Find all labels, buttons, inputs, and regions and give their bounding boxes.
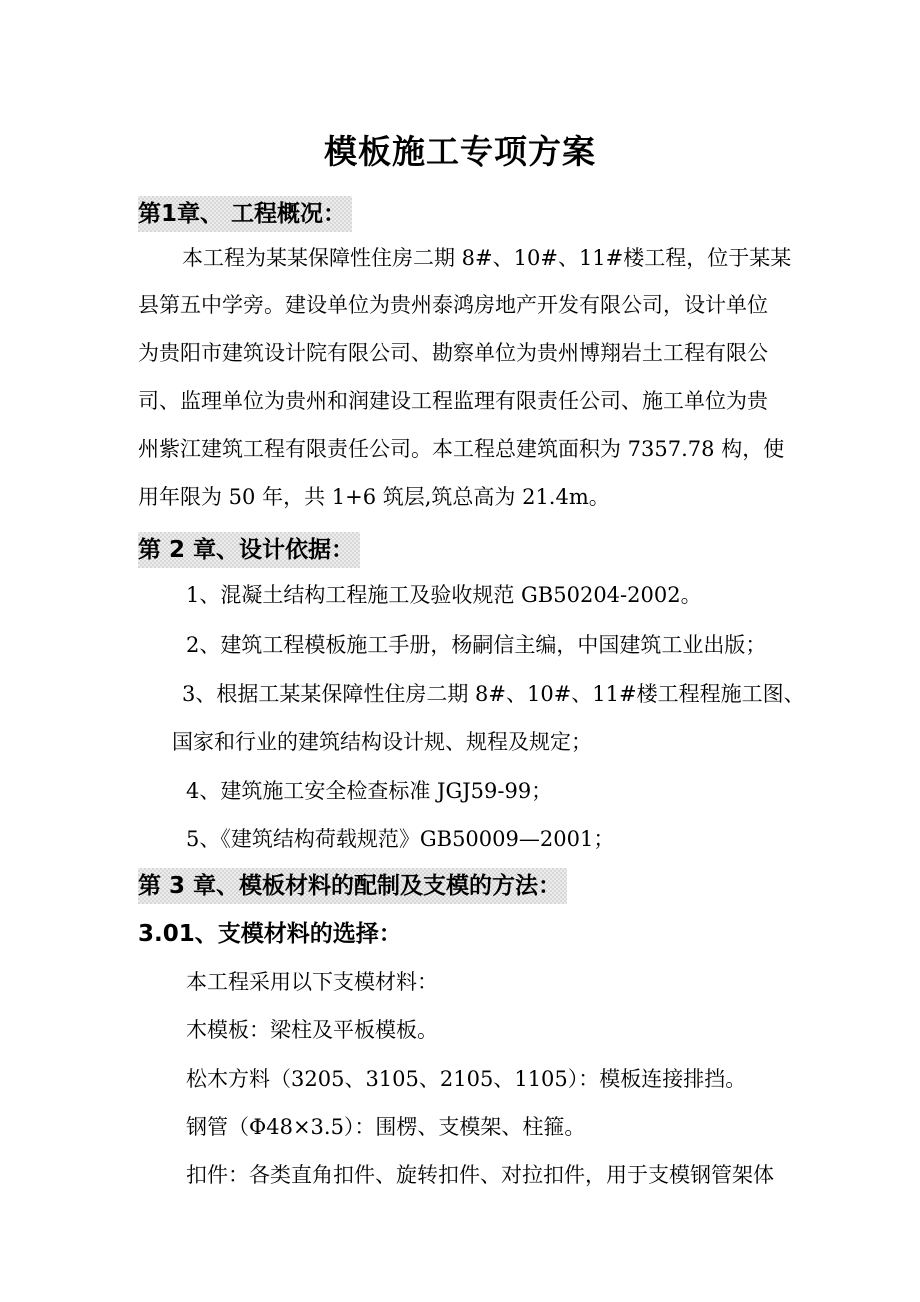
reference-item: 3、根据工某某保障性住房二期 8#、10#、11#楼工程程施工图、 [182, 682, 805, 706]
document-title: 模板施工专项方案 [324, 132, 596, 171]
material-line: 扣件：各类直角扣件、旋转扣件、对拉扣件，用于支模钢管架体 [186, 1163, 774, 1187]
chapter-1-paragraph-line: 司、监理单位为贵州和润建设工程监理有限责任公司、施工单位为贵 [138, 389, 768, 413]
reference-item: 1、混凝土结构工程施工及验收规范 GB50204-2002。 [186, 583, 702, 607]
material-line: 松木方料（3205、3105、2105、1105）：模板连接排挡。 [186, 1067, 747, 1091]
reference-item: 5、《建筑结构荷载规范》GB50009—2001； [186, 827, 615, 851]
chapter-2-heading: 第 2 章、设计依据： [138, 532, 360, 568]
chapter-3-heading: 第 3 章、模板材料的配制及支模的方法： [138, 868, 567, 904]
section-3-01-heading: 3.01、支模材料的选择： [138, 921, 402, 947]
reference-item: 4、建筑施工安全检查标准 JGJ59-99； [186, 779, 553, 803]
reference-item: 国家和行业的建筑结构设计规、规程及规定； [172, 730, 592, 754]
chapter-1-paragraph-line: 本工程为某某保障性住房二期 8#、10#、11#楼工程，位于某某 [182, 246, 792, 270]
chapter-1-paragraph-line: 为贵阳市建筑设计院有限公司、勘察单位为贵州博翔岩土工程有限公 [138, 341, 768, 365]
chapter-1-heading: 第1章、 工程概况： [138, 196, 352, 232]
material-line: 钢管（Φ48×3.5）：围楞、支模架、柱箍。 [186, 1115, 586, 1139]
chapter-1-paragraph-line: 县第五中学旁。建设单位为贵州泰鸿房地产开发有限公司，设计单位 [138, 293, 768, 317]
reference-item: 2、建筑工程模板施工手册，杨嗣信主编，中国建筑工业出版； [186, 633, 767, 657]
material-line: 本工程采用以下支模材料： [186, 970, 438, 994]
material-line: 木模板：梁柱及平板模板。 [186, 1018, 438, 1042]
chapter-1-paragraph-line: 用年限为 50 年，共 1+6 筑层,筑总高为 21.4m。 [138, 485, 610, 509]
chapter-1-paragraph-line: 州紫江建筑工程有限责任公司。本工程总建筑面积为 7357.78 构，使 [138, 437, 785, 461]
